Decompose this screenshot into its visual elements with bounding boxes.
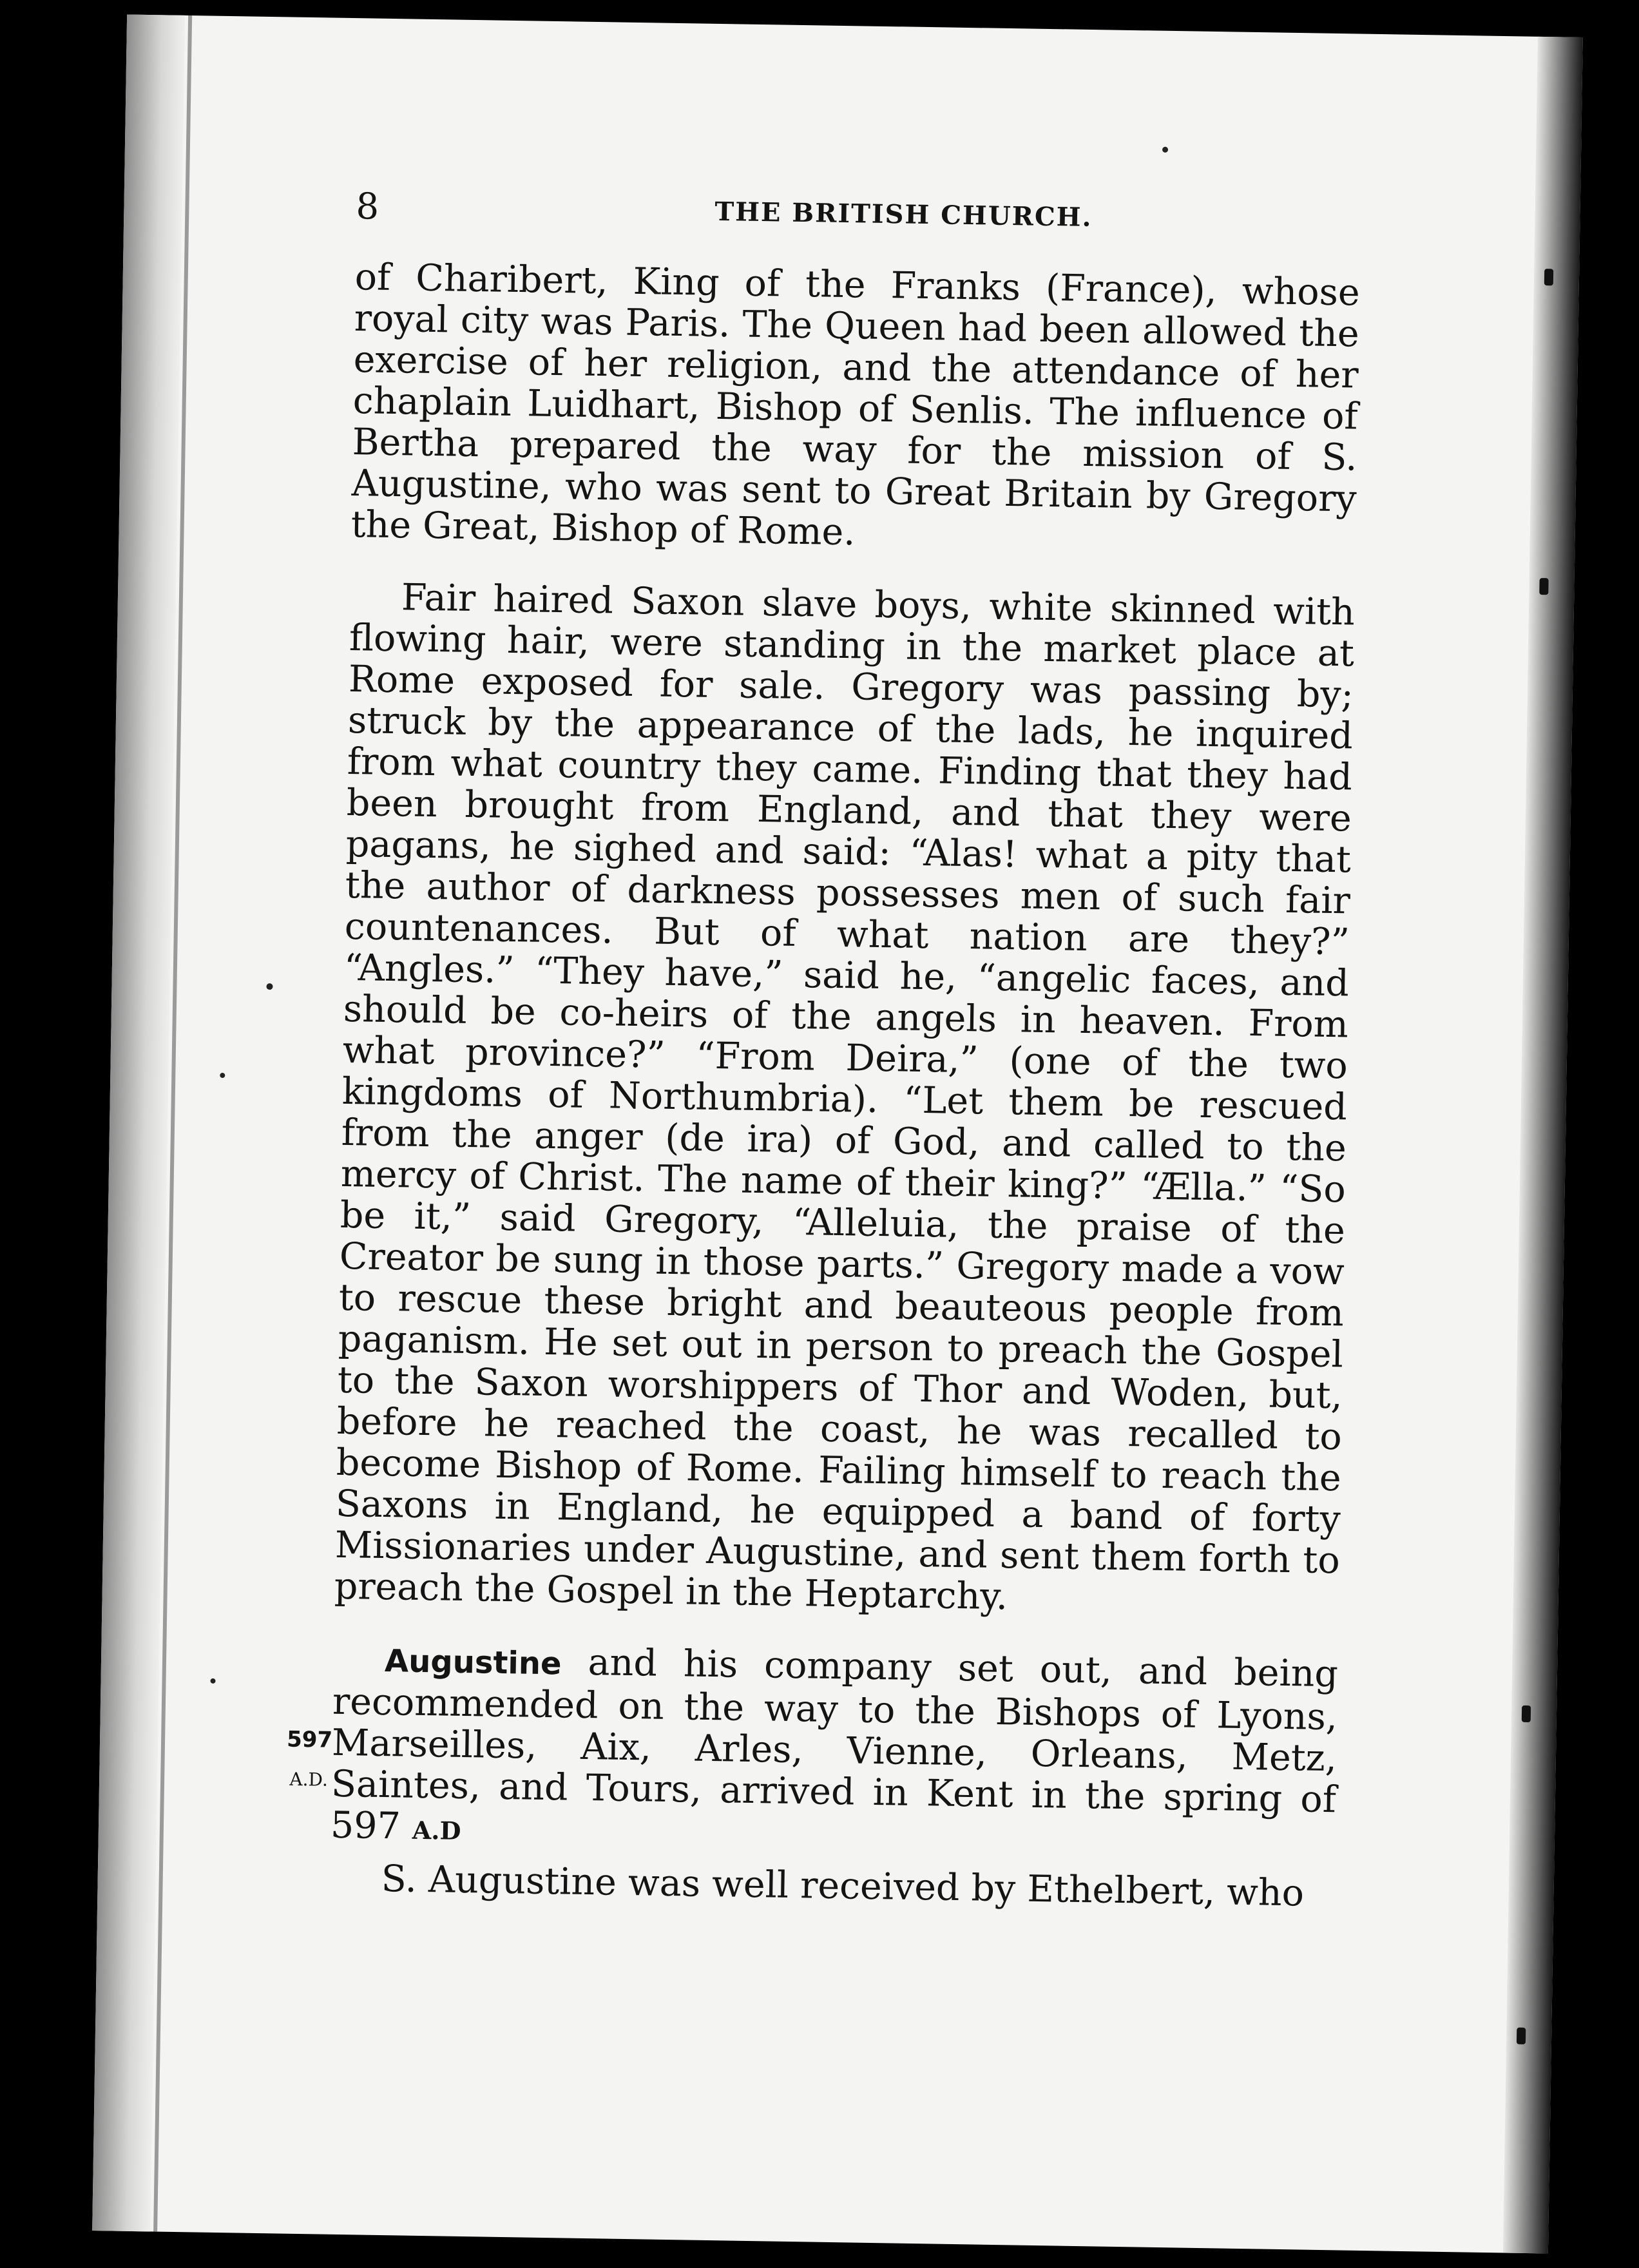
page-content — [286, 186, 1361, 1945]
paragraph-augustine — [330, 1638, 1338, 1865]
margin-era: A.D. — [289, 1768, 329, 1791]
running-head: THE BRITISH CHURCH. — [714, 196, 1093, 233]
book-page — [92, 14, 1583, 2253]
binding-mark — [1539, 578, 1548, 595]
margin-year: 597 — [286, 1726, 333, 1753]
margin-date-note — [286, 1720, 332, 1800]
era-abbreviation: A.D — [412, 1815, 461, 1845]
paragraph-text: and his company set out, and being recommended on the way to the Bishops of Lyons, Marseilles, Aix, Arles, Vienne, Orleans, Metz, Saintes, and Tours, arrived in Kent in the spring of 597 — [330, 1640, 1339, 1848]
binding-mark — [1517, 2028, 1526, 2044]
paragraph-lead-word: Augustine — [384, 1643, 562, 1682]
binding-mark — [1544, 269, 1553, 285]
page-number: 8 — [356, 186, 379, 228]
ink-speck — [1162, 147, 1168, 153]
paragraph-charibert — [350, 256, 1360, 561]
ink-speck — [266, 983, 273, 990]
page-right-edge — [1503, 37, 1583, 2254]
paragraph-text: of Charibert, King of the Franks (France), whose royal city was Paris. The Queen had been allowed the exercise of her religion, and the attendance of her chaplain Luidhart, Bishop of Senlis. The influence of Bertha prepared the way for the mission of S. Augustine, who was sent to Great Britain by Gregory the Great, Bishop of Rome. — [350, 256, 1361, 554]
ink-speck — [220, 1073, 225, 1078]
paragraph-text: Fair haired Saxon slave boys, white skinned with flowing hair, were standing in the market place at Rome exposed for sale. Gregory was passing by; struck by the appearance of the lads, he inquired from what country they came. Finding that they had been brought from England, and that they were pagans, he sighed and said: “Alas! what a pity that the author of darkness possesses men of such fair countenances. But of what nation are they?” “Angles.” “They have,” said he, “angelic faces, and should be co-heirs of the angels in heaven. From what province?” “From Deira,” (one of the two kingdoms of Northumbria). “Let them be rescued from the anger (de ira) of God, and called to the mercy of Christ. The name of their king?” “Ælla.” “So be it,” said Gregory, “Alleluia, the praise of the Creator be sung in those parts.” Gregory made a vow to rescue these bright and beauteous people from paganism. He set out in person to preach the Gospel to the Saxon worshippers of Thor and Woden, but, before he reached the coast, he was recalled to become Bishop of Rome. Failing himself to reach the Saxons in England, he equipped a band of forty Missionaries under Augustine, and sent them forth to preach the Gospel in the Heptarchy. — [334, 576, 1356, 1619]
binding-mark — [1522, 1706, 1531, 1722]
paragraph-ethelbert — [329, 1858, 1335, 1914]
paragraph-text: S. Augustine was well received by Ethelbert, who — [381, 1858, 1305, 1915]
paragraph-gregory — [334, 576, 1355, 1622]
ink-speck — [210, 1678, 215, 1684]
augustine-section — [286, 1638, 1339, 1865]
